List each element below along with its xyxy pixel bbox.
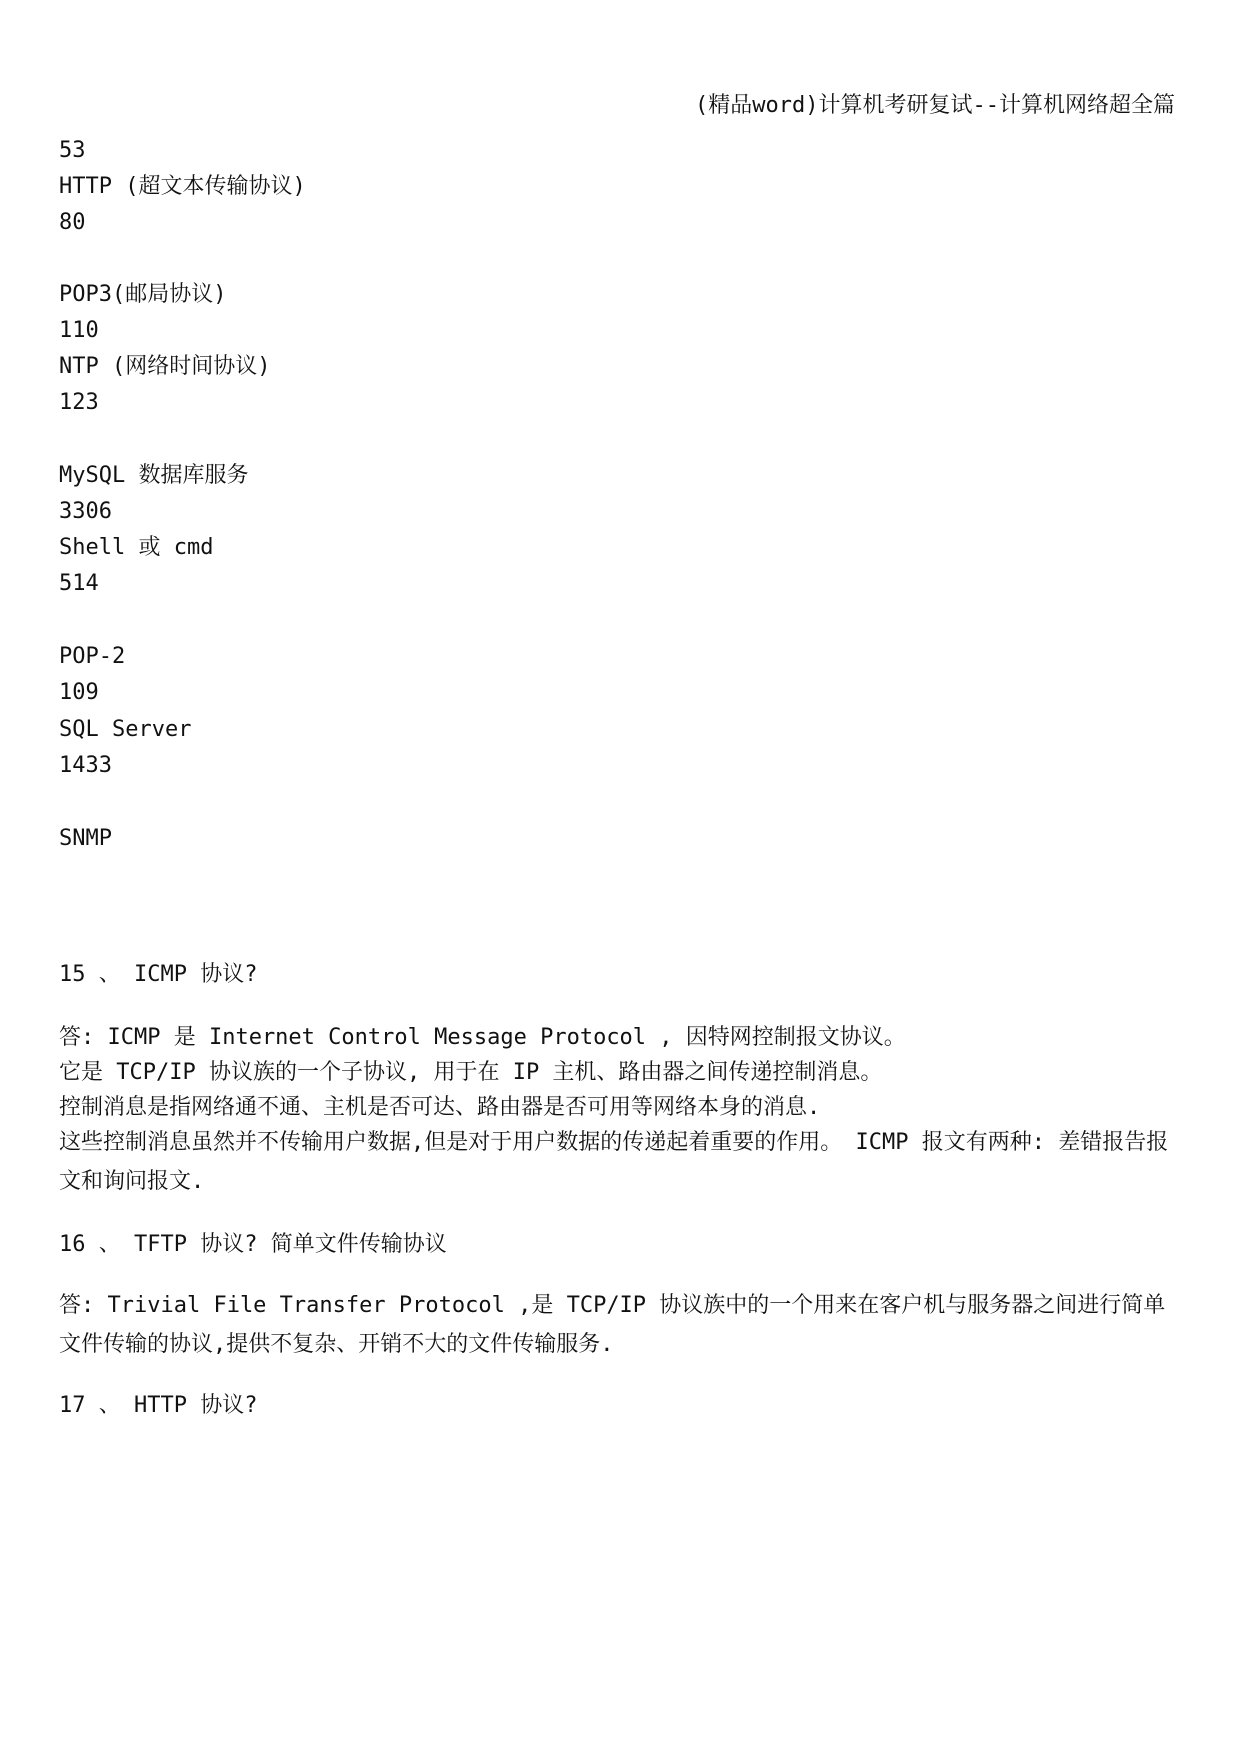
port-list-item: 514 bbox=[59, 571, 99, 596]
answer-line: 答: ICMP 是 Internet Control Message Protocol , 因特网控制报文协议。 bbox=[59, 1025, 906, 1050]
port-list-item: 3306 bbox=[59, 499, 112, 524]
port-list-item: POP3(邮局协议) bbox=[59, 282, 227, 307]
port-list-item: 80 bbox=[59, 210, 86, 235]
port-list-item: Shell 或 cmd bbox=[59, 535, 214, 560]
port-list-item: MySQL 数据库服务 bbox=[59, 463, 249, 488]
port-list-item: 53 bbox=[59, 138, 86, 163]
question-heading: 15 、 ICMP 协议? bbox=[59, 962, 258, 987]
port-list-item: SNMP bbox=[59, 826, 112, 851]
port-list-item: SQL Server bbox=[59, 717, 192, 742]
answer-paragraph: 答: Trivial File Transfer Protocol ,是 TCP/IP 协议族中的一个用来在客户机与服务器之间进行简单文件传输的协议,提供不复杂、开销不大的文件传输服务. bbox=[59, 1293, 1166, 1357]
port-list-item: 110 bbox=[59, 318, 99, 343]
port-list-item: NTP (网络时间协议) bbox=[59, 354, 271, 379]
answer-line: 控制消息是指网络通不通、主机是否可达、路由器是否可用等网络本身的消息. bbox=[59, 1095, 821, 1120]
port-list-item: POP-2 bbox=[59, 644, 126, 669]
port-list-item: 123 bbox=[59, 390, 99, 415]
answer-line: 它是 TCP/IP 协议族的一个子协议, 用于在 IP 主机、路由器之间传递控制消息。 bbox=[59, 1060, 883, 1085]
question-heading: 16 、 TFTP 协议? 简单文件传输协议 bbox=[59, 1232, 447, 1257]
port-list-item: 109 bbox=[59, 680, 99, 705]
port-list-item: 1433 bbox=[59, 753, 112, 778]
page-header: (精品word)计算机考研复试--计算机网络超全篇 bbox=[695, 93, 1175, 118]
answer-paragraph: 这些控制消息虽然并不传输用户数据,但是对于用户数据的传递起着重要的作用。 ICMP 报文有两种: 差错报告报文和询问报文. bbox=[59, 1130, 1169, 1194]
port-list-item: HTTP (超文本传输协议) bbox=[59, 174, 306, 199]
question-heading: 17 、 HTTP 协议? bbox=[59, 1393, 258, 1418]
